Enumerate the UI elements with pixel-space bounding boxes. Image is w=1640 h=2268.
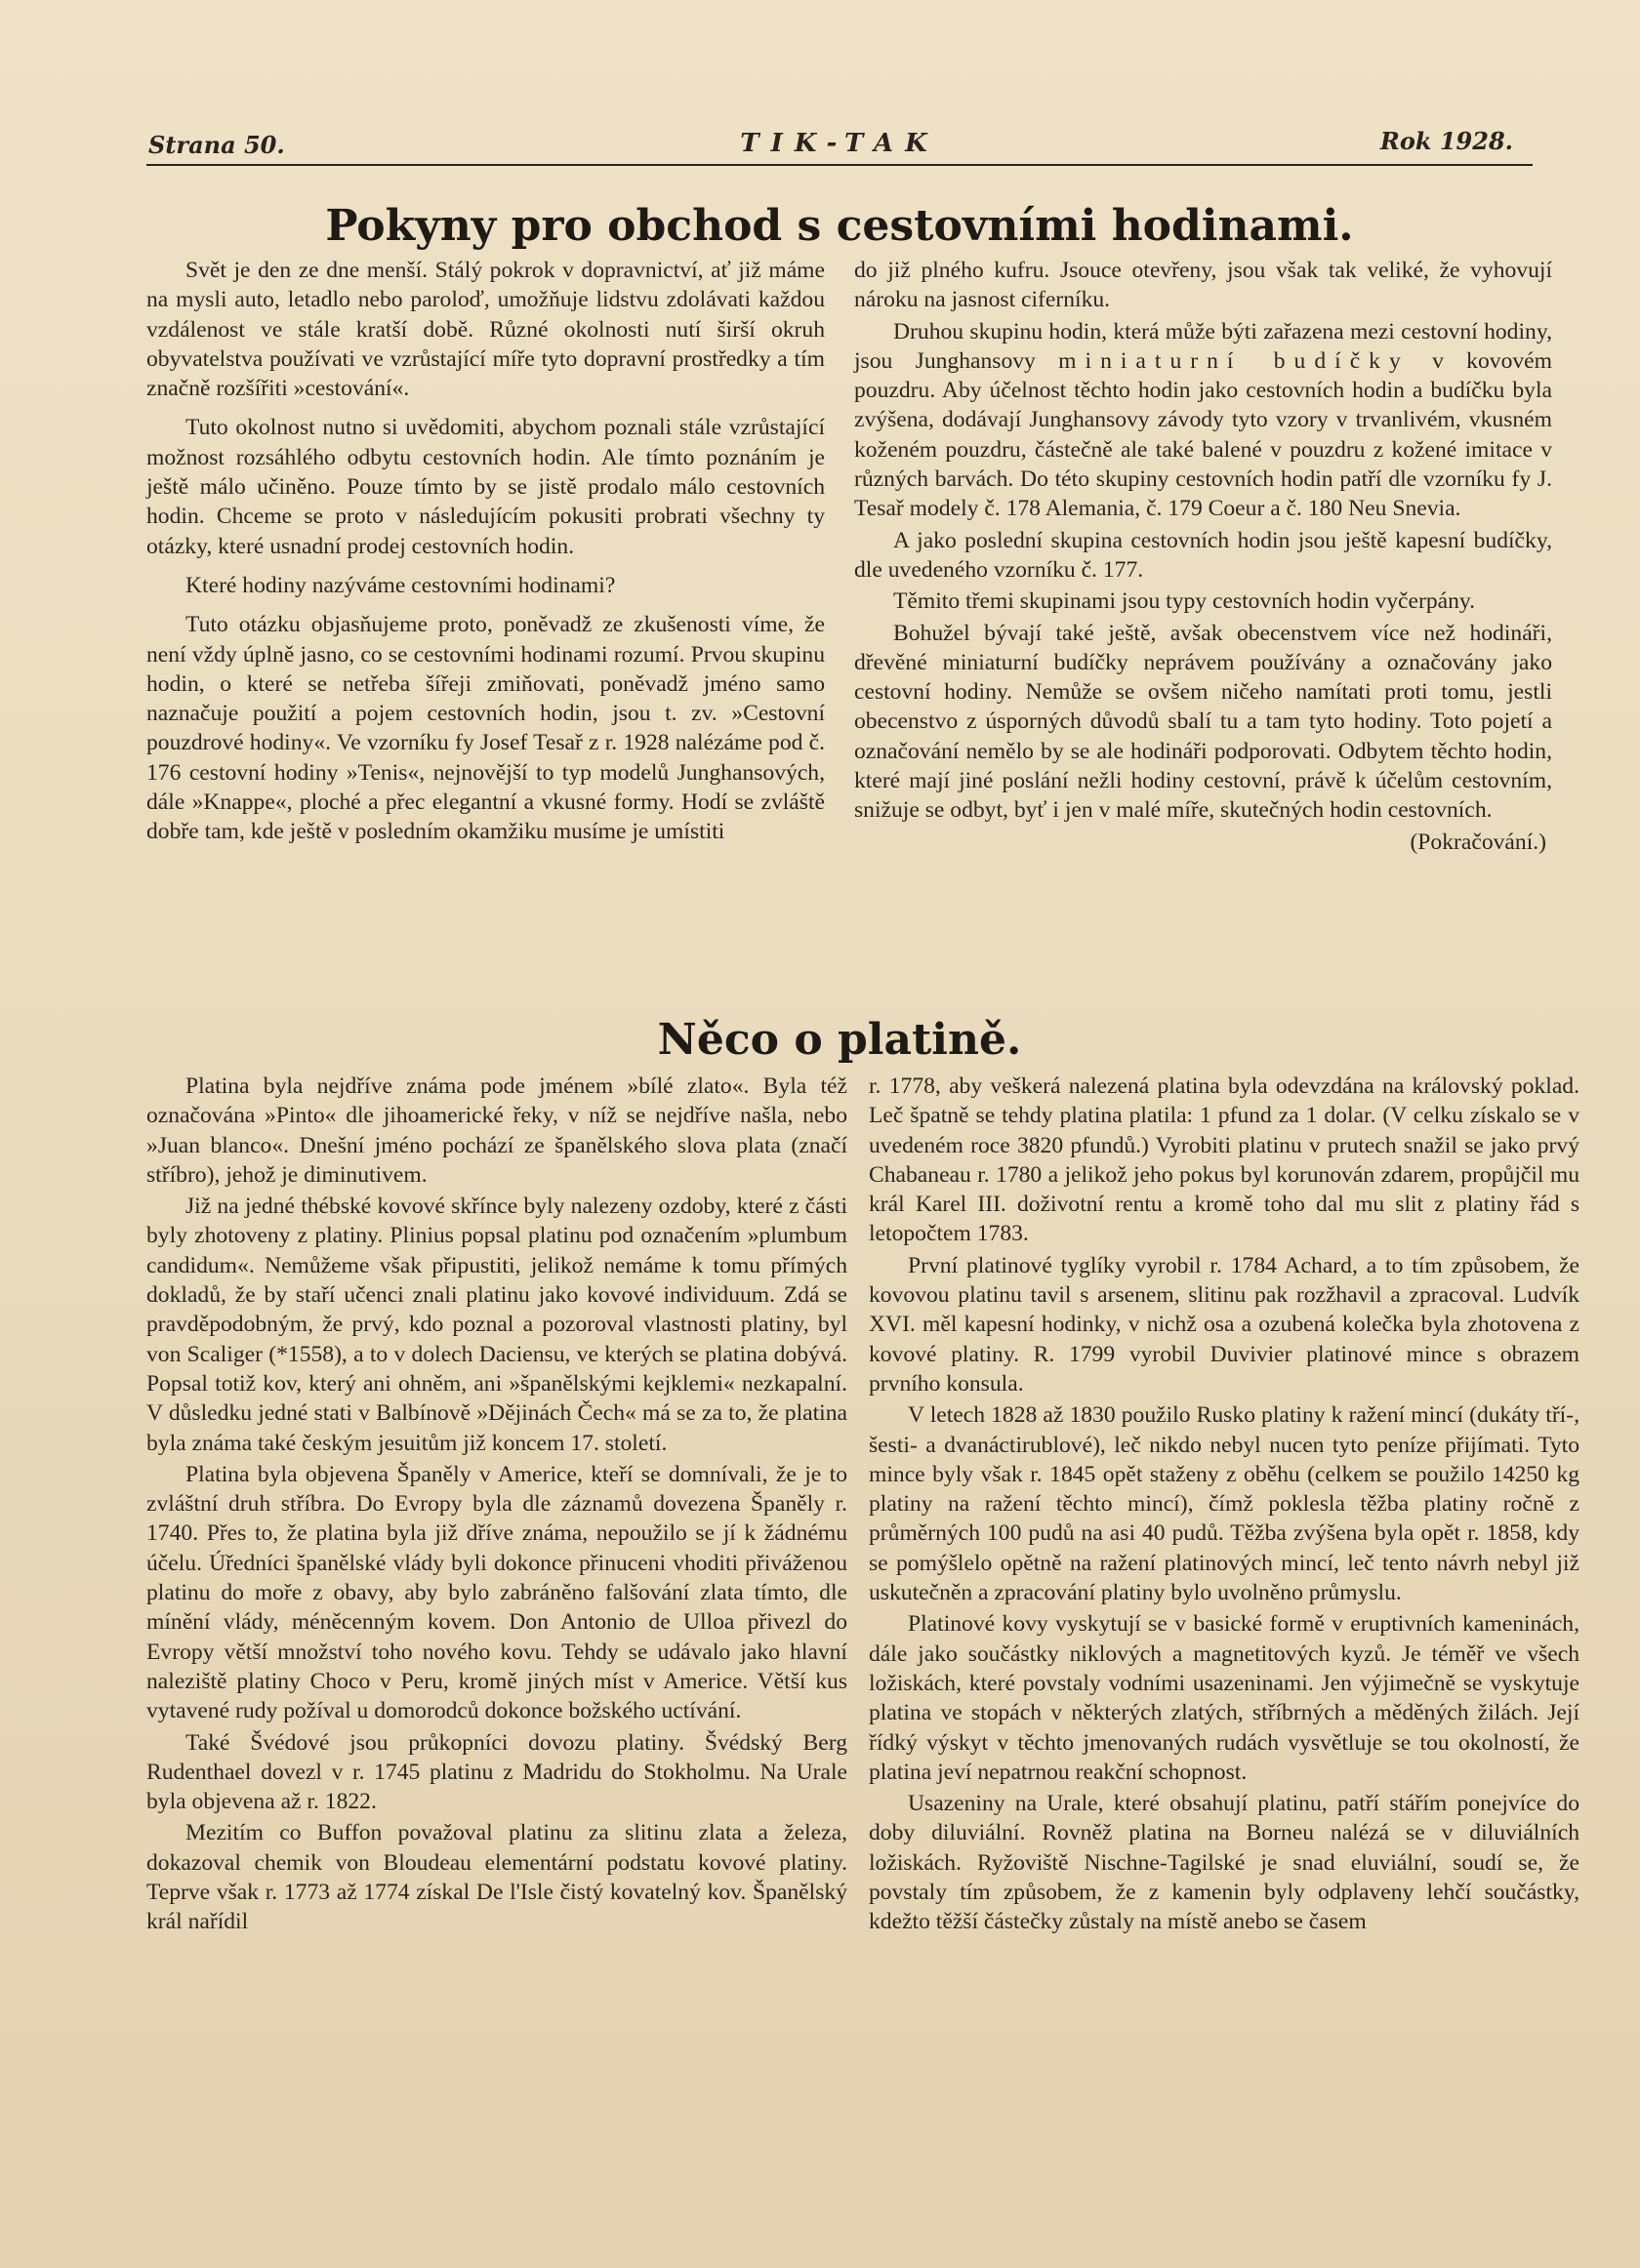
text-run: Druhou skupinu hodin, která může býti zařazena mezi cestovní hodiny, jsou Junghansovy bbox=[854, 318, 1552, 374]
magazine-title: TIK-TAK bbox=[740, 129, 939, 158]
text-run: v kovovém pouzdru. Aby účelnost těchto hodin jako cestovních hodin a budíčku byla zvýšena, dodávají Junghansovy závody tyto vzory v trvanlivém, vkusném koženém pouzdru, částečně ale také balené v pouzdru z kožené imitace v různých barvách. Do této skupiny cestovních hodin patří dle vzorníku fy J. Tesař modely č. 178 Alemania, č. 179 Coeur a č. 180 Neu Snevia. bbox=[854, 347, 1552, 522]
paragraph: Tuto otázku objasňujeme proto, poněvadž ze zkušenosti víme, že není vždy úplně jasno, co se cestovními hodinami rozumí. Prvou skupinu hodin, o které se netřeba šířeji zmiňovati, poněvadž jméno samo naznačuje použití a pojem cestovních hodin, jsou t. zv. »Cestovní pouzdrové hodiny«. Ve vzorníku fy Josef Tesař z r. 1928 nalézáme pod č. 176 cestovní hodiny »Tenis«, nejnovější to typ modelů Junghansových, dále »Knappe«, ploché a přec elegantní a vkusné formy. Hodí se zvláště dobře tam, kde ještě v posledním okamžiku musíme je umístiti bbox=[146, 612, 825, 845]
paragraph: První platinové tyglíky vyrobil r. 1784 Achard, a to tím způsobem, že kovovou platinu tavil s arsenem, slitinu pak rozžhavil a zpracoval. Ludvík XVI. měl kapesní hodinky, v nichž osa a ozubená kolečka byla zhotovena z kovové platiny. R. 1799 vyrobil Duvivier platinové mince s obrazem prvního konsula. bbox=[869, 1252, 1579, 1397]
page-header bbox=[146, 125, 1533, 166]
paragraph: r. 1778, aby veškerá nalezená platina byla odevzdána na královský poklad. Leč špatně se tehdy platina platila: 1 pfund za 1 dolar. (V celku získalo se v uvedeném roce 3820 pfundů.) Vyrobiti platinu v prutech snažil se jako prvý Chabaneau r. 1780 a jelikož jeho pokus byl korunován zdarem, propůjčil mu král Karel III. doživotní rentu a kromě toho dal mu slit z platiny řád s letopočtem 1783. bbox=[869, 1073, 1579, 1247]
paragraph: Platina byla objevena Španěly v Americe, kteří se domnívali, že je to zvláštní druh stříbra. Do Evropy byla dle záznamů dovezena Španěly r. 1740. Přes to, že platina byla již dříve známa, nepoužilo se jí k žádnému účelu. Úředníci španělské vlády byli dokonce přinuceni vhoditi přiváženou platinu do moře z obavy, aby bylo zabráněno falšování zlata tímto, dle mínění vlády, méněcenným kovem. Don Antonio de Ulloa přivezl do Evropy větší množství toho nového kovu. Tehdy se udávalo jako hlavní naleziště platiny Choco v Peru, kromě jiných míst v Americe. Větší kus vytavené rudy požíval u domorodců dokonce božského uctívání. bbox=[146, 1461, 847, 1724]
paragraph: Tuto okolnost nutno si uvědomiti, abychom poznali stále vzrůstající možnost rozsáhlého odbytu cestovních hodin. Ale tímto poznáním je ještě málo učiněno. Pouze tímto by se jistě prodalo málo cestovních hodin. Chceme se proto v následujícím pokusiti probrati všechny ty otázky, které usnadní prodej cestovních hodin. bbox=[146, 415, 825, 559]
article-title-travel-clocks: Pokyny pro obchod s cestovními hodinami. bbox=[325, 201, 1354, 251]
paragraph: Již na jedné thébské kovové skřínce byly nalezeny ozdoby, které z části byly zhotoveny z platiny. Plinius popsal platinu pod označením »plumbum candidum«. Nemůžeme však připustiti, jelikož nemáme k tomu přímých dokladů, že by staří učenci znali platinu jako kovové individuum. Zdá se pravděpodobným, že prvý, kdo poznal a pozoroval vlastnosti platiny, byl von Scaliger (*1558), a to v dolech Daciensu, ve kterých se platina dobývá. Popsal totiž kov, který ani ohněm, ani »španělskými kejklemi« nezkapalní. V důsledku jedné stati v Balbínově »Dějinách Čech« má se za to, že platina byla známa také českým jesuitům již koncem 17. století. bbox=[146, 1194, 847, 1456]
paragraph: Platinové kovy vyskytují se v basické formě v eruptivních kameninách, dále jako součástky niklových a magnetitových kyzů. Je téměř ve všech ložiskách, které povstaly vodními usazeninami. Jen výjimečně se vyskytuje platina ve stopách v některých zlatých, stříbrných a měděných žilách. Její řídký výskyt v těchto jmenovaných rudách vysvětluje se tou okolností, že platina jeví nepatrnou reakční schopnost. bbox=[869, 1611, 1579, 1785]
paragraph: Také Švédové jsou průkopníci dovozu platiny. Švédský Berg Rudenthael dovezl v r. 1745 platinu z Madridu do Stokholmu. Na Urale byla objevena až r. 1822. bbox=[146, 1729, 847, 1815]
paragraph: do již plného kufru. Jsouce otevřeny, jsou však tak veliké, že vyhovují nároku na jasnost ciferníku. bbox=[854, 258, 1552, 313]
paragraph: Usazeniny na Urale, které obsahují platinu, patří stářím ponejvíce do doby diluviální. Rovněž platina na Borneu nalézá se v diluviálních ložiskách. Ryžoviště Nischne-Tagilské je snad eluviální, soudí se, že povstaly tím způsobem, že z kamenin byly odplaveny lehčí součástky, kdežto těžší částečky zůstaly na místě anebo se časem bbox=[869, 1791, 1579, 1935]
paragraph: A jako poslední skupina cestovních hodin jsou ještě kapesní budíčky, dle uvedeného vzorníku č. 177. bbox=[854, 527, 1552, 583]
page-number: Strana 50. bbox=[148, 131, 285, 159]
issue-year: Rok 1928. bbox=[1379, 127, 1513, 155]
paragraph: Svět je den ze dne menší. Stálý pokrok v dopravnictví, ať již máme na mysli auto, letadlo nebo paroloď, umožňuje lidstvu zdolávati každou vzdálenost ve stále kratší době. Různé okolnosti nutí širší okruh obyvatelstva používati ve vzrůstající míře tyto dopravní prostředky a tím značně rozšířiti »cestování«. bbox=[146, 258, 825, 402]
subheading: Které hodiny nazýváme cestovními hodinami? bbox=[185, 572, 616, 598]
article1-right-column bbox=[854, 256, 1552, 857]
article1-left-column bbox=[146, 256, 825, 849]
paragraph: V letech 1828 až 1830 použilo Rusko platiny k ražení mincí (dukáty tří-, šesti- a dvanáctirublové), leč nikdo nebyl nucen tyto peníze přijímati. Tyto mince byly však r. 1845 opět staženy z oběhu (celkem se použilo 14250 kg platiny na ražení těchto mincí), čímž poklesla těžba platiny ročně z průměrných 100 pudů na asi 40 pudů. Těžba zvýšena byla opět r. 1858, kdy se pomýšlelo opětně na ražení platinových mincí, leč tento návrh nebyl již uskutečněn a zpracování platiny bylo uvolněno průmyslu. bbox=[869, 1402, 1579, 1606]
paragraph bbox=[854, 317, 1552, 524]
article-title-platinum: Něco o platině. bbox=[657, 1015, 1022, 1065]
article2-left-column bbox=[146, 1072, 847, 1939]
paragraph: Mezitím co Buffon považoval platinu za slitinu zlata a železa, dokazoval chemik von Bloudeau elementární podstatu kovové platiny. Teprve však r. 1773 až 1774 získal De l'Isle čistý kovatelný kov. Španělský král nařídil bbox=[146, 1820, 847, 1935]
paragraph: Těmito třemi skupinami jsou typy cestovních hodin vyčerpány. bbox=[893, 588, 1476, 615]
continuation-note: (Pokračování.) bbox=[1410, 829, 1546, 855]
paragraph: Bohužel bývají také ještě, avšak obecenstvem více než hodináři, dřevěné miniaturní budíčky neprávem používány a označovány jako cestovní hodiny. Nemůže se ovšem ničeho namítati proti tomu, jestli obecenstvo z úsporných důvodů sbalí tu a tam tyto hodiny. Toto pojetí a označování nemělo by se ale hodináři podporovati. Odbytem těchto hodin, které mají jiné poslání nežli hodiny cestovní, právě k účelům cestovním, snižuje se odbyt, byť i jen v malé míře, skutečných hodin cestovních. bbox=[854, 620, 1552, 824]
spaced-emphasis: miniaturní budíčky bbox=[1058, 347, 1410, 374]
paragraph: Platina byla nejdříve známa pode jménem »bílé zlato«. Byla též označována »Pinto« dle jihoamerické řeky, v níž se nejdříve našla, nebo »Juan blanco«. Dnešní jméno pochází ze španělského slova plata (značí stříbro), jehož je diminutivem. bbox=[146, 1073, 847, 1188]
article2-right-column bbox=[869, 1072, 1579, 1939]
